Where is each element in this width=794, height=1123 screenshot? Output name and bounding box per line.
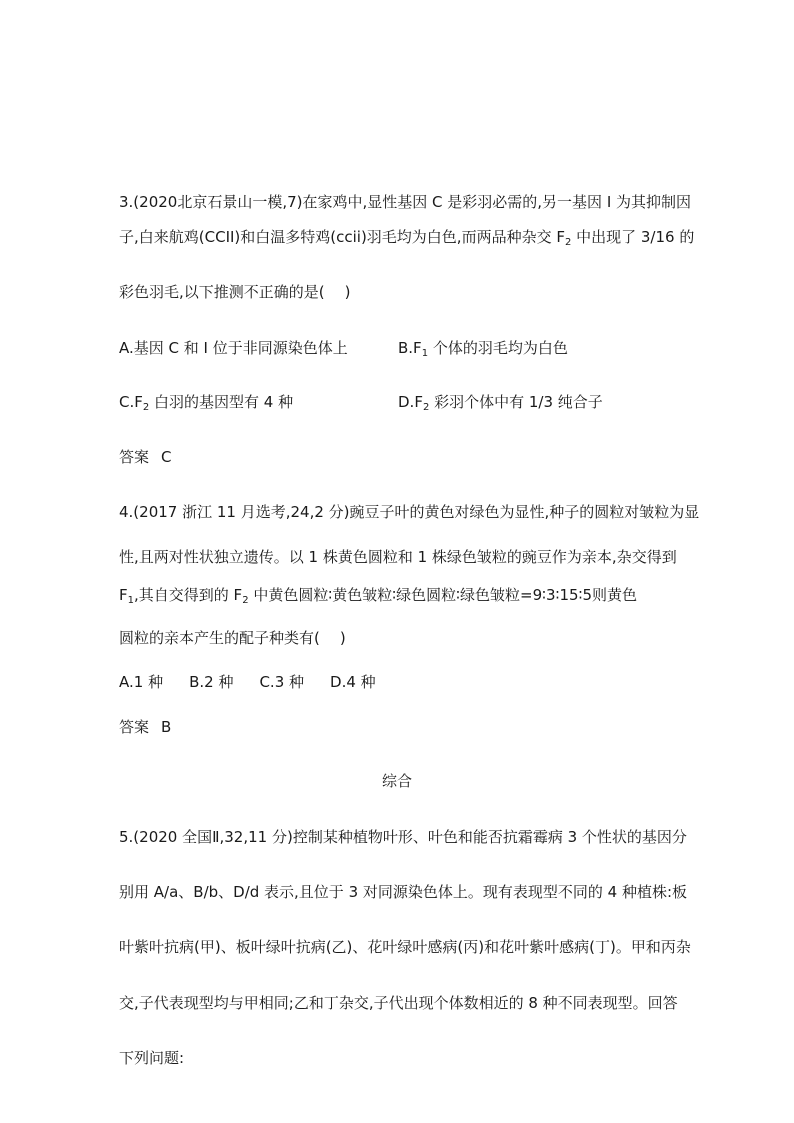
q4-line-4: 圆粒的亲本产生的配子种类有( ) <box>119 629 346 647</box>
q4-option-a: A.1 种 <box>119 673 164 691</box>
q3-option-d: $D.F_2$ 彩羽个体中有 1/3 纯合子 <box>398 393 603 413</box>
q3-option-b: $B.F_1$ 个体的羽毛均为白色 <box>398 339 568 359</box>
q3-line-3: 彩色羽毛,以下推测不正确的是( ) <box>119 283 351 301</box>
section-title: 综合 <box>381 772 412 790</box>
q4-line-1: 4.(2017 浙江 11 月选考,24,2 分)豌豆子叶的黄色对绿色为显性,种子的圆粒对皱粒为显 <box>119 503 700 521</box>
q4-option-b: B.2 种 <box>189 673 234 691</box>
q3-line-2: 子,白来航鸡(CCII)和白温多特鸡(ccii)羽毛均为白色,而两品种杂交 $F_2$ 中出现了 3/16 的 <box>119 228 695 248</box>
q5-line-3: 叶紫叶抗病(甲)、板叶绿叶抗病(乙)、花叶绿叶感病(丙)和花叶紫叶感病(丁)。甲和丙杂 <box>119 938 691 956</box>
q5-line-5: 下列问题: <box>119 1049 185 1067</box>
q3-option-c: $C.F_2$ 白羽的基因型有 4 种 <box>119 393 294 413</box>
q4-options <box>119 672 376 692</box>
q3-answer: 答案 C <box>119 448 172 466</box>
q3-option-a: A.基因 C 和 I 位于非同源染色体上 <box>119 339 348 357</box>
subscript: 1 <box>421 348 429 359</box>
q4-line-3: $F_1$,其自交得到的 $F_2$ 中黄色圆粒∶黄色皱粒∶绿色圆粒∶绿色皱粒=9∶3∶15∶5则黄色 <box>119 586 638 606</box>
q5-line-1: 5.(2020 全国Ⅱ,32,11 分)控制某种植物叶形、叶色和能否抗霜霉病 3 个性状的基因分 <box>119 828 687 846</box>
subscript: 2 <box>242 595 249 606</box>
q3-line-1: 3.(2020北京石景山一模,7)在家鸡中,显性基因 C 是彩羽必需的,另一基因 I 为其抑制因 <box>119 193 692 211</box>
q4-option-c: C.3 种 <box>259 673 305 691</box>
subscript: 1 <box>127 595 135 606</box>
subscript: 2 <box>422 402 430 413</box>
q5-line-4: 交,子代表现型均与甲相同;乙和丁杂交,子代出现个体数相近的 8 种不同表现型。回答 <box>119 994 678 1012</box>
subscript: 2 <box>142 402 150 413</box>
q4-option-d: D.4 种 <box>330 673 376 691</box>
subscript: 2 <box>564 237 572 248</box>
q4-line-2: 性,且两对性状独立遗传。以 1 株黄色圆粒和 1 株绿色皱粒的豌豆作为亲本,杂交得到 <box>119 548 677 566</box>
q5-line-2: 别用 A/a、B/b、D/d 表示,且位于 3 对同源染色体上。现有表现型不同的 4 种植株:板 <box>119 883 688 901</box>
q4-answer: 答案 B <box>119 718 172 736</box>
